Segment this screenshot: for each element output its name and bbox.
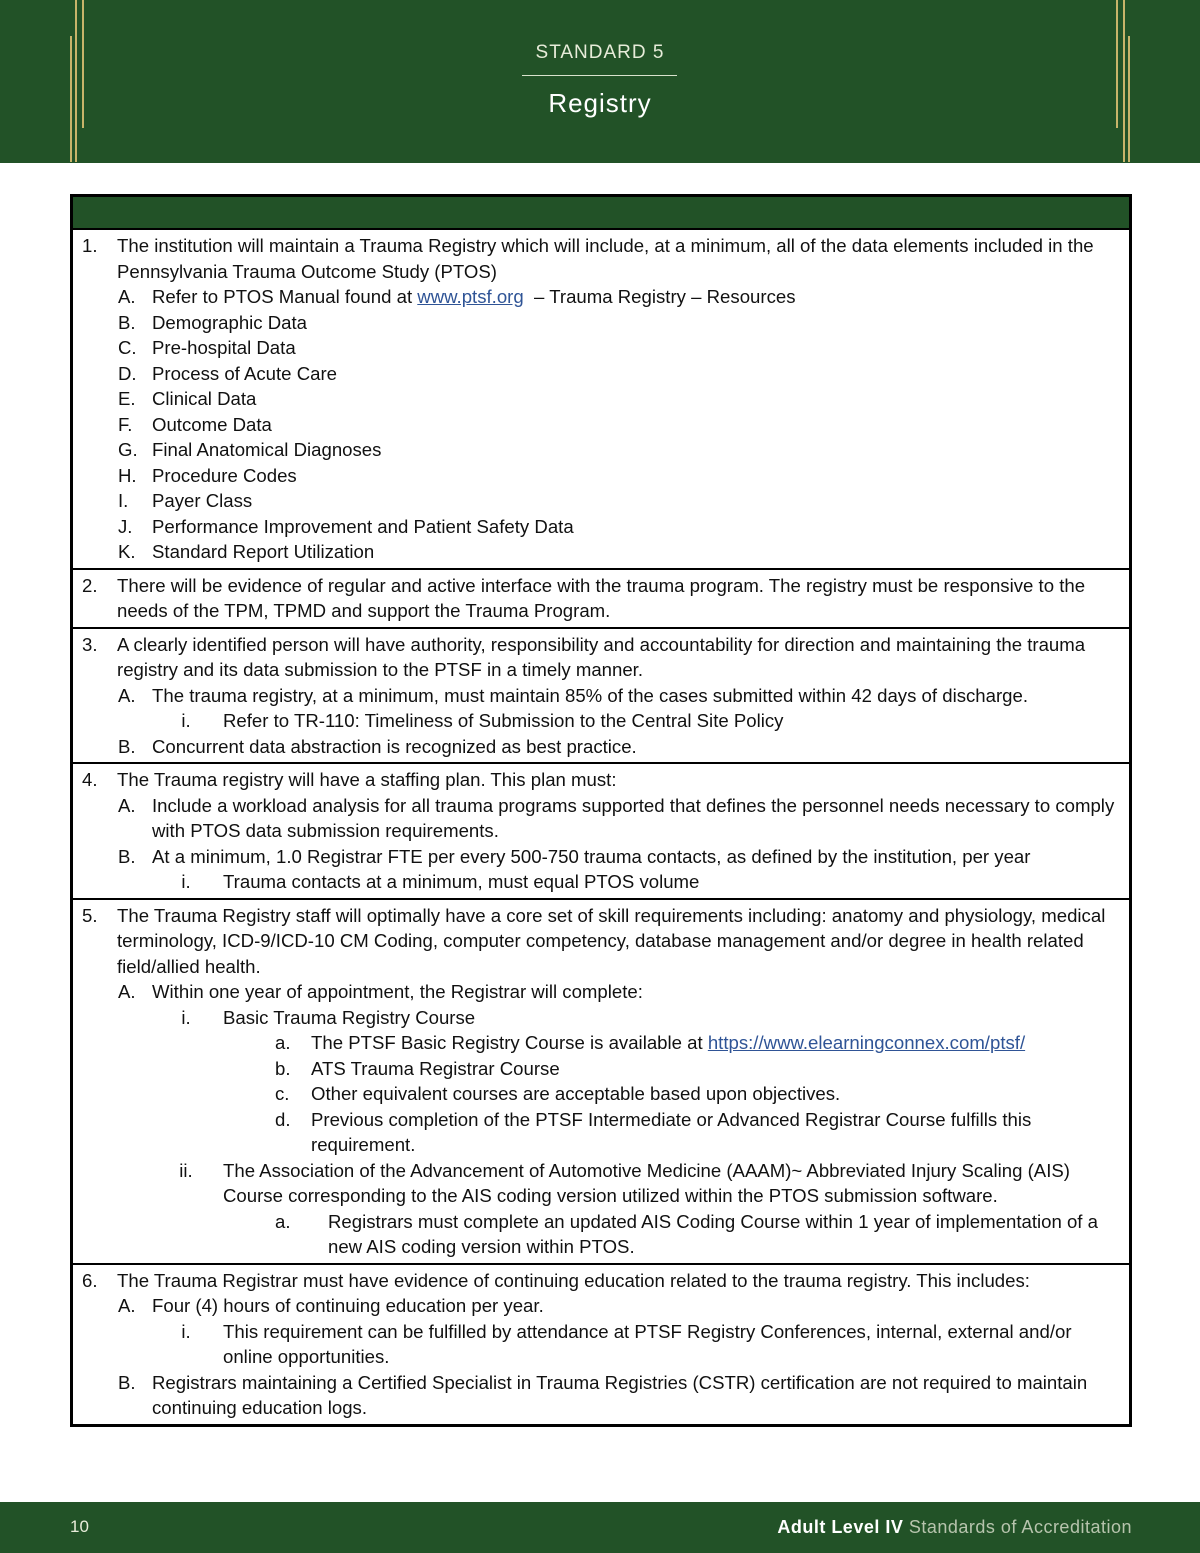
item-marker: B. <box>118 1371 136 1393</box>
item-text: The trauma registry, at a minimum, must maintain 85% of the cases submitted within 42 days of discharge. <box>152 684 1029 706</box>
header-ornament-line <box>75 0 77 162</box>
item-marker: b. <box>275 1057 291 1079</box>
item-marker: i. <box>181 710 191 731</box>
item-text: A clearly identified person will have authority, responsibility and accountability for direction and maintaining the trauma registry and its data submission to the PTSF in a timely manner. <box>117 633 1086 680</box>
item-marker: A. <box>118 286 136 307</box>
title-divider <box>522 75 677 76</box>
requirement-item <box>79 903 1119 980</box>
item-marker: ii. <box>179 1159 193 1181</box>
requirements-table <box>70 194 1132 1427</box>
item-marker: D. <box>118 362 137 384</box>
item-text: The Association of the Advancement of Automotive Medicine (AAAM)~ Abbreviated Injury Scaling (AIS) Course corresponding to the AIS coding version utilized within the PTOS submission software. <box>223 1159 1070 1206</box>
item-text: Previous completion of the PTSF Intermediate or Advanced Registrar Course fulfills this requirement. <box>311 1108 1032 1155</box>
item-marker: B. <box>118 311 136 333</box>
item-text: Procedure Codes <box>152 464 297 486</box>
item-text: Pre-hospital Data <box>152 337 296 358</box>
item-text: Refer to TR-110: Timeliness of Submission to the Central Site Policy <box>223 710 784 731</box>
item-marker: H. <box>118 464 137 486</box>
sub-sub-sub-item <box>79 1107 1119 1158</box>
item-text: Basic Trauma Registry Course <box>223 1006 476 1028</box>
item-text: Other equivalent courses are acceptable based upon objectives. <box>311 1083 841 1104</box>
sub-sub-item <box>79 869 1119 895</box>
header-ornament-line <box>1123 0 1125 162</box>
sub-sub-item <box>79 1005 1119 1031</box>
item-text: Within one year of appointment, the Registrar will complete: <box>152 981 643 1002</box>
item-text: Refer to PTOS Manual found at <box>152 286 418 307</box>
item-text: Trauma contacts at a minimum, must equal PTOS volume <box>223 871 700 892</box>
requirement-row <box>73 570 1129 629</box>
sub-sub-sub-item <box>79 1209 1119 1260</box>
footer-title-sub: Standards of Accreditation <box>903 1517 1132 1537</box>
footer-title <box>777 1517 1132 1538</box>
item-text: The Trauma registry will have a staffing plan. This plan must: <box>117 769 617 790</box>
sub-item <box>79 734 1119 760</box>
sub-item <box>79 514 1119 540</box>
page-number: 10 <box>70 1517 89 1536</box>
item-text: Process of Acute Care <box>152 362 337 384</box>
item-marker: A. <box>118 684 136 706</box>
item-text: Outcome Data <box>152 413 272 435</box>
item-marker: C. <box>118 337 137 358</box>
item-marker: i. <box>181 1006 191 1028</box>
item-marker: F. <box>118 413 133 435</box>
item-number: 3. <box>82 633 98 655</box>
sub-item <box>79 488 1119 514</box>
item-number: 4. <box>82 769 98 790</box>
requirement-item <box>79 573 1119 624</box>
item-text: Performance Improvement and Patient Safety Data <box>152 515 574 537</box>
item-text: Four (4) hours of continuing education per year. <box>152 1295 544 1316</box>
item-text: Payer Class <box>152 490 253 511</box>
item-marker: i. <box>181 1320 191 1342</box>
item-text: Final Anatomical Diagnoses <box>152 439 382 460</box>
requirement-row <box>73 764 1129 900</box>
sub-sub-item <box>79 1319 1119 1370</box>
sub-item <box>79 1370 1119 1421</box>
requirement-item <box>79 1268 1119 1294</box>
item-marker: I. <box>118 490 129 511</box>
item-text: Registrars maintaining a Certified Specialist in Trauma Registries (CSTR) certification are not required to maintain continuing education logs. <box>152 1371 1088 1418</box>
requirement-row <box>73 900 1129 1265</box>
standard-label: STANDARD 5 <box>535 42 665 63</box>
sub-item <box>79 683 1119 709</box>
table-header-bar <box>73 197 1129 230</box>
elearningconnex-link[interactable]: https://www.elearningconnex.com/ptsf/ <box>707 1032 1026 1053</box>
item-text: The Trauma Registrar must have evidence of continuing education related to the trauma registry. This includes: <box>117 1269 1030 1291</box>
sub-item <box>79 463 1119 489</box>
requirement-item <box>79 767 1119 793</box>
footer-title-level: Adult Level IV <box>777 1517 904 1537</box>
requirement-row <box>73 629 1129 765</box>
page-footer <box>0 1502 1200 1553</box>
sub-sub-sub-item <box>79 1056 1119 1082</box>
item-marker: B. <box>118 845 136 867</box>
requirement-item <box>79 632 1119 683</box>
item-marker: c. <box>275 1083 290 1104</box>
item-text: The Trauma Registry staff will optimally have a core set of skill requirements including: anatomy and physiology, medical terminology, ICD-9/ICD-10 CM Coding, computer competency, database management and/or degree in health related field/allied health. <box>117 904 1106 977</box>
item-marker: B. <box>118 735 136 757</box>
item-marker: d. <box>275 1108 291 1130</box>
page-title: Registry <box>548 88 652 118</box>
item-marker: A. <box>118 1295 136 1316</box>
item-text: Include a workload analysis for all trauma programs supported that defines the personnel needs necessary to comply with PTOS data submission requirements. <box>152 794 1115 841</box>
item-text: The institution will maintain a Trauma Registry which will include, at a minimum, all of the data elements included in the Pennsylvania Trauma Outcome Study (PTOS) <box>117 235 1094 282</box>
item-text: Standard Report Utilization <box>152 541 375 562</box>
sub-item <box>79 386 1119 412</box>
sub-item <box>79 310 1119 336</box>
item-marker: i. <box>181 871 191 892</box>
item-text: There will be evidence of regular and active interface with the trauma program. The registry must be responsive to the needs of the TPM, TPMD and support the Trauma Program. <box>117 574 1086 621</box>
item-number: 5. <box>82 904 98 926</box>
item-marker: J. <box>118 515 133 537</box>
sub-item <box>79 412 1119 438</box>
sub-sub-sub-item <box>79 1030 1119 1056</box>
item-marker: E. <box>118 388 136 409</box>
item-text: Registrars must complete an updated AIS Coding Course within 1 year of implementation of a new AIS coding version within PTOS. <box>328 1210 1098 1257</box>
item-number: 6. <box>82 1269 98 1291</box>
requirement-row <box>73 230 1129 570</box>
sub-item <box>79 979 1119 1005</box>
item-text: Demographic Data <box>152 311 308 333</box>
requirement-item <box>79 233 1119 284</box>
item-text: Clinical Data <box>152 388 257 409</box>
sub-sub-item <box>79 1158 1119 1209</box>
sub-sub-sub-item <box>79 1081 1119 1107</box>
ptsf-website-link[interactable]: www.ptsf.org <box>417 286 524 307</box>
item-text: At a minimum, 1.0 Registrar FTE per every 500-750 trauma contacts, as defined by the institution, per year <box>152 845 1031 867</box>
sub-item <box>79 361 1119 387</box>
sub-item <box>79 793 1119 844</box>
sub-item <box>79 335 1119 361</box>
sub-item <box>79 284 1119 310</box>
item-marker: A. <box>118 981 136 1002</box>
item-marker: a. <box>275 1032 291 1053</box>
sub-item <box>79 844 1119 870</box>
item-marker: G. <box>118 439 138 460</box>
item-text: Concurrent data abstraction is recognized as best practice. <box>152 735 637 757</box>
item-text: – Trauma Registry – Resources <box>523 286 796 307</box>
item-marker: A. <box>118 794 136 816</box>
sub-item <box>79 539 1119 565</box>
sub-item <box>79 437 1119 463</box>
item-number: 1. <box>82 235 98 256</box>
item-text: This requirement can be fulfilled by attendance at PTSF Registry Conferences, internal, external and/or online opportunities. <box>223 1320 1072 1367</box>
item-marker: a. <box>275 1210 291 1232</box>
sub-sub-item <box>79 708 1119 734</box>
sub-item <box>79 1293 1119 1319</box>
item-text: The PTSF Basic Registry Course is available at <box>311 1032 708 1053</box>
page-header <box>0 0 1200 163</box>
item-text: ATS Trauma Registrar Course <box>311 1057 560 1079</box>
item-number: 2. <box>82 574 98 596</box>
requirement-row <box>73 1265 1129 1424</box>
item-marker: K. <box>118 541 136 562</box>
